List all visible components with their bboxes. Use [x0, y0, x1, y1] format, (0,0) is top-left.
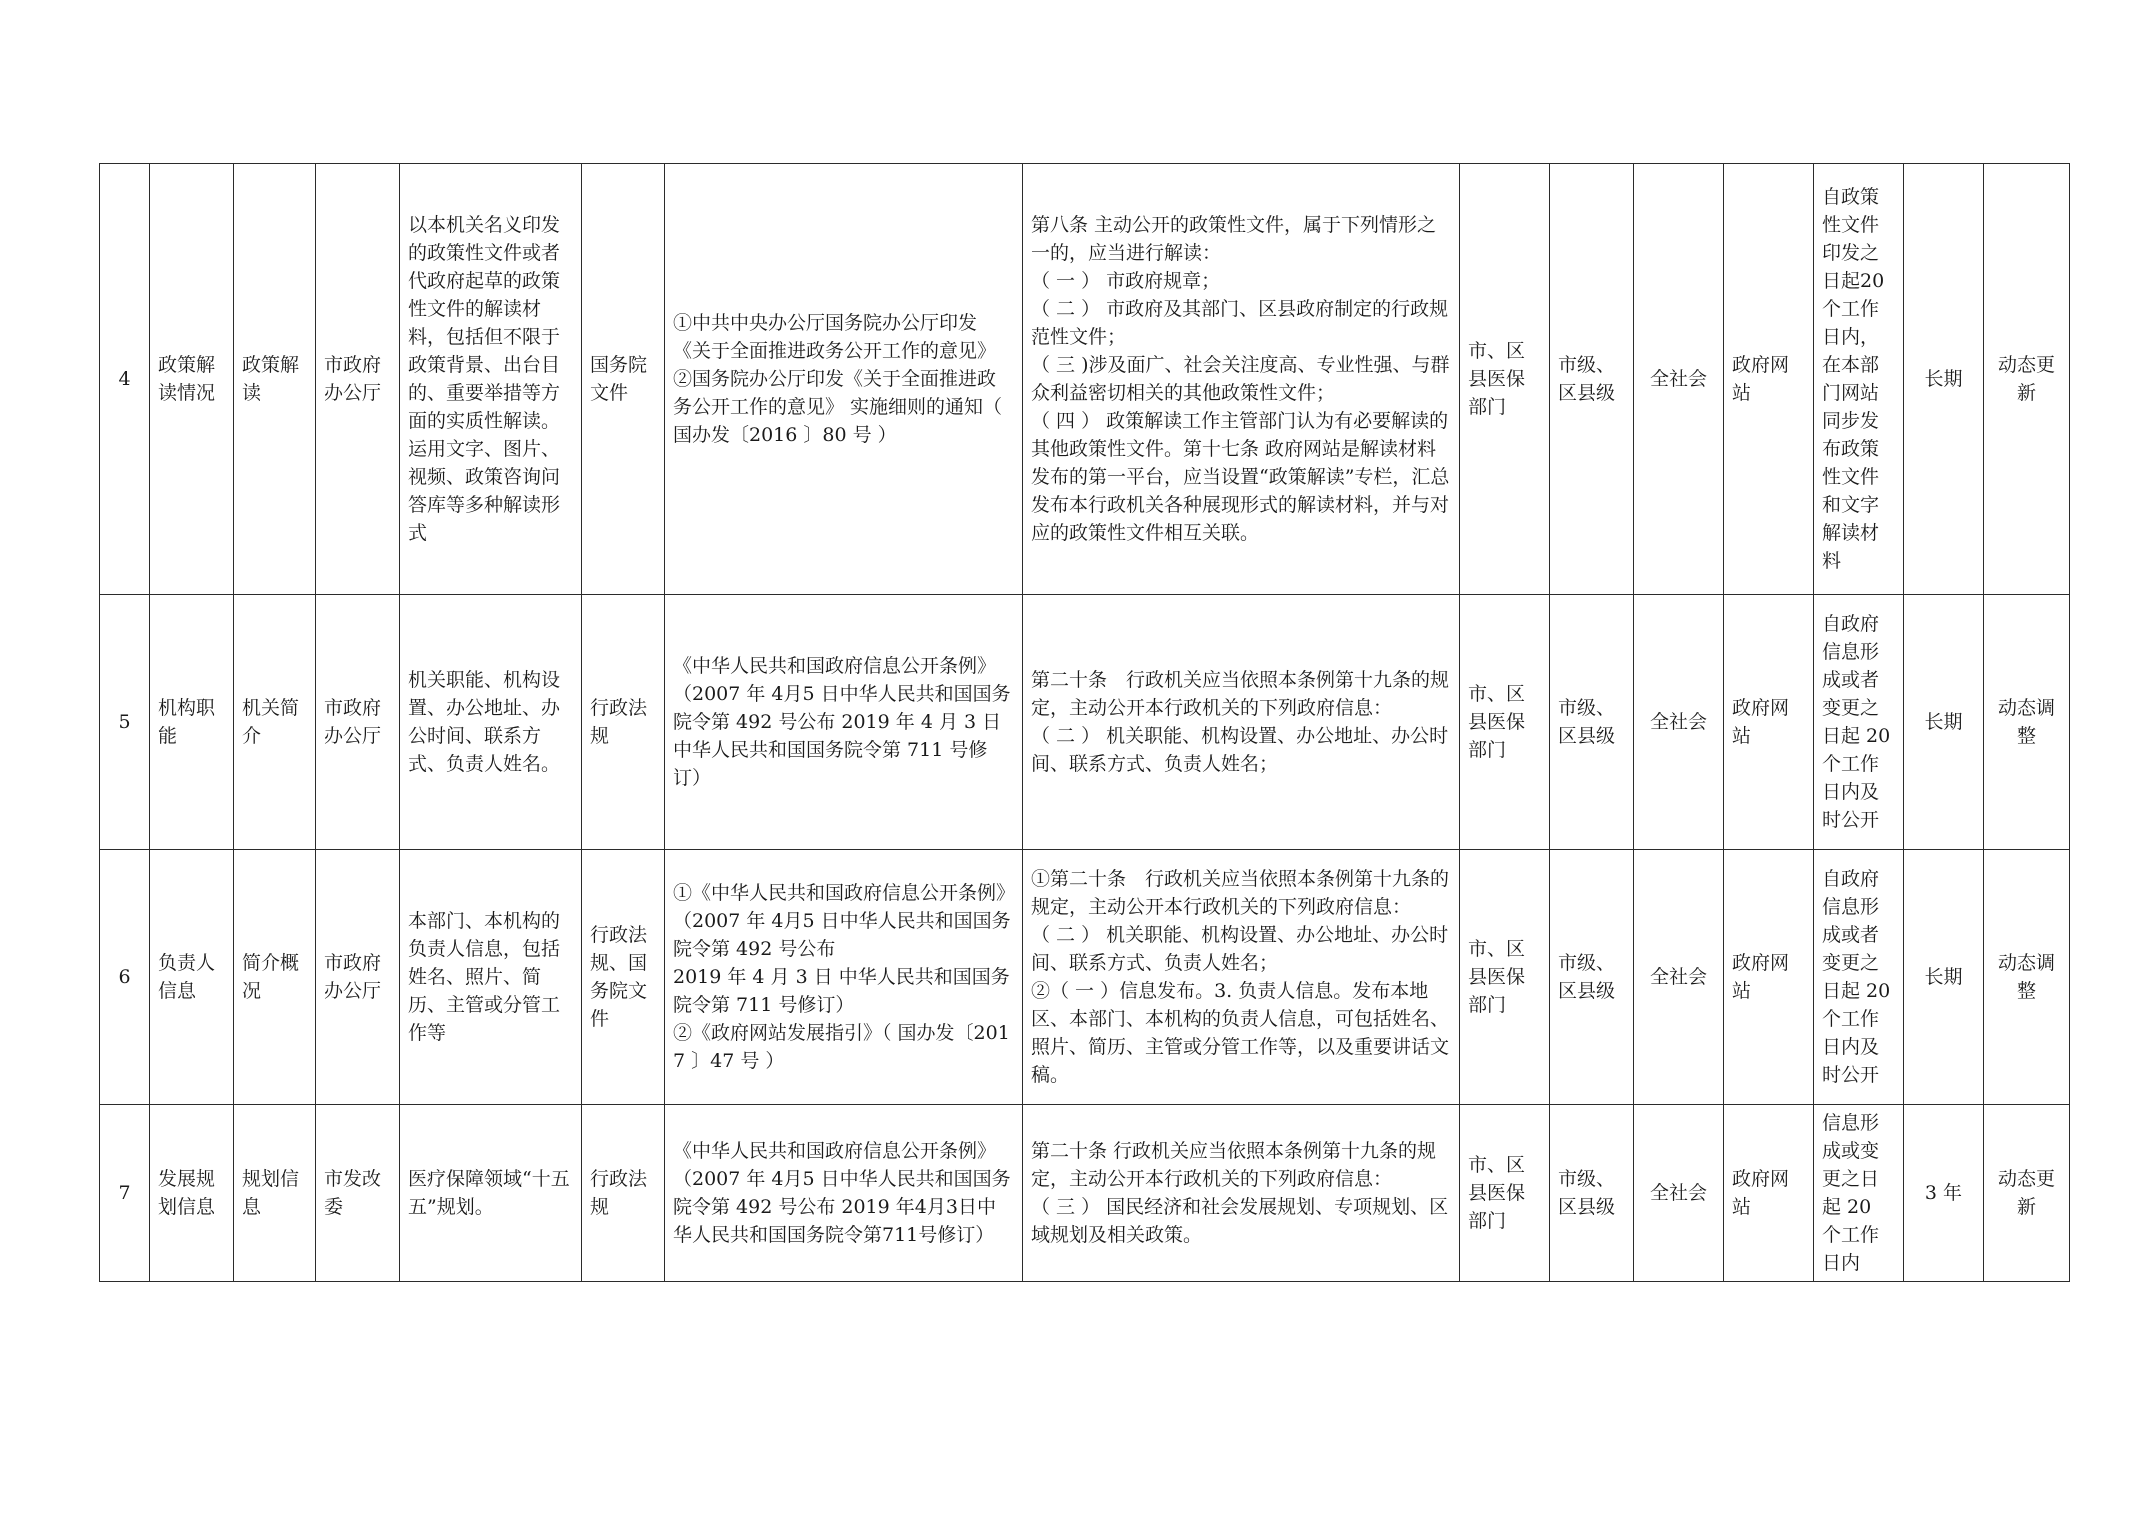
cell-content: 医疗保障领域“十五五”规划。 — [400, 1105, 582, 1282]
cell-audience: 全社会 — [1634, 595, 1724, 850]
cell-basis: ①中共中央办公厅国务院办公厅印发《关于全面推进政务公开工作的意见》 ②国务院办公厅印发《关于全面推进政务公开工作的意见》 实施细则的通知（ 国办发〔2016 〕80 号 ） — [665, 164, 1023, 595]
cell-seq: 5 — [100, 595, 150, 850]
cell-department: 市发改委 — [316, 1105, 400, 1282]
cell-basis-type: 行政法规 — [582, 1105, 665, 1282]
cell-category2: 政策解读 — [234, 164, 316, 595]
cell-channel: 政府网站 — [1724, 1105, 1814, 1282]
cell-basis: 《中华人民共和国政府信息公开条例》（2007 年 4月5 日中华人民共和国国务院令第 492 号公布 2019 年 4 月 3 日中华人民共和国国务院令第 711 号修订） — [665, 595, 1023, 850]
cell-time-limit: 自政府信息形成或者变更之日起 20 个工作日内及时公开 — [1814, 595, 1904, 850]
cell-category1: 发展规划信息 — [150, 1105, 234, 1282]
cell-period: 3 年 — [1904, 1105, 1984, 1282]
cell-department: 市政府办公厅 — [316, 850, 400, 1105]
table-row — [100, 595, 2070, 850]
cell-subject: 市、区县医保部门 — [1460, 595, 1550, 850]
cell-category1: 政策解读情况 — [150, 164, 234, 595]
cell-level: 市级、区县级 — [1550, 595, 1634, 850]
cell-content: 以本机关名义印发的政策性文件或者代政府起草的政策性文件的解读材料，包括但不限于政策背景、出台目的、重要举措等方面的实质性解读。运用文字、图片、视频、政策咨询问答库等多种解读形式 — [400, 164, 582, 595]
cell-basis: ①《中华人民共和国政府信息公开条例》（2007 年 4月5 日中华人民共和国国务院令第 492 号公布 2019 年 4 月 3 日 中华人民共和国国务院令第 711 号修订） ②《政府网站发展指引》（ 国办发〔2017 〕47 号 ） — [665, 850, 1023, 1105]
cell-channel: 政府网站 — [1724, 850, 1814, 1105]
cell-category2: 规划信息 — [234, 1105, 316, 1282]
cell-level: 市级、区县级 — [1550, 1105, 1634, 1282]
cell-time-limit: 自政府信息形成或者变更之日起 20 个工作日内及时公开 — [1814, 850, 1904, 1105]
cell-update: 动态调整 — [1984, 595, 2070, 850]
cell-audience: 全社会 — [1634, 164, 1724, 595]
cell-basis-type: 行政法规、国务院文件 — [582, 850, 665, 1105]
cell-level: 市级、区县级 — [1550, 850, 1634, 1105]
cell-seq: 4 — [100, 164, 150, 595]
cell-category2: 机关简介 — [234, 595, 316, 850]
table-row — [100, 164, 2070, 595]
cell-basis-type: 国务院文件 — [582, 164, 665, 595]
cell-article: ①第二十条 行政机关应当依照本条例第十九条的规定，主动公开本行政机关的下列政府信息： （ 二 ） 机关职能、机构设置、办公地址、办公时间、联系方式、负责人姓名； ②（ 一 ）信息发布。3. 负责人信息。发布本地区、本部门、本机构的负责人信息，可包括姓名、照片、简历、主管或分管工作等，以及重要讲话文稿。 — [1023, 850, 1460, 1105]
cell-update: 动态调整 — [1984, 850, 2070, 1105]
cell-article: 第八条 主动公开的政策性文件，属于下列情形之一的，应当进行解读： （ 一 ） 市政府规章； （ 二 ） 市政府及其部门、区县政府制定的行政规范性文件； （ 三 )涉及面广、社会关注度高、专业性强、与群众利益密切相关的其他政策性文件； （ 四 ） 政策解读工作主管部门认为有必要解读的其他政策性文件。第十七条 政府网站是解读材料发布的第一平台，应当设置“政策解读”专栏，汇总发布本行政机关各种展现形式的解读材料，并与对应的政策性文件相互关联。 — [1023, 164, 1460, 595]
cell-subject: 市、区县医保部门 — [1460, 850, 1550, 1105]
cell-category1: 机构职能 — [150, 595, 234, 850]
disclosure-table — [99, 163, 2070, 1282]
cell-article: 第二十条 行政机关应当依照本条例第十九条的规定，主动公开本行政机关的下列政府信息： （ 三 ） 国民经济和社会发展规划、专项规划、区域规划及相关政策。 — [1023, 1105, 1460, 1282]
cell-period: 长期 — [1904, 164, 1984, 595]
cell-time-limit: 自政策性文件印发之日起20个工作日内，在本部门网站同步发布政策性文件和文字解读材料 — [1814, 164, 1904, 595]
cell-level: 市级、区县级 — [1550, 164, 1634, 595]
cell-article: 第二十条 行政机关应当依照本条例第十九条的规定，主动公开本行政机关的下列政府信息： （ 二 ） 机关职能、机构设置、办公地址、办公时间、联系方式、负责人姓名； — [1023, 595, 1460, 850]
cell-audience: 全社会 — [1634, 1105, 1724, 1282]
cell-department: 市政府办公厅 — [316, 595, 400, 850]
cell-time-limit: 信息形成或变更之日起 20 个工作日内 — [1814, 1105, 1904, 1282]
cell-basis: 《中华人民共和国政府信息公开条例》（2007 年 4月5 日中华人民共和国国务院令第 492 号公布 2019 年4月3日中华人民共和国国务院令第711号修订） — [665, 1105, 1023, 1282]
table-row — [100, 850, 2070, 1105]
cell-channel: 政府网站 — [1724, 595, 1814, 850]
cell-seq: 6 — [100, 850, 150, 1105]
cell-category2: 简介概况 — [234, 850, 316, 1105]
cell-category1: 负责人信息 — [150, 850, 234, 1105]
table-row — [100, 1105, 2070, 1282]
cell-period: 长期 — [1904, 595, 1984, 850]
cell-basis-type: 行政法规 — [582, 595, 665, 850]
cell-content: 本部门、本机构的负责人信息，包括姓名、照片、简历、主管或分管工作等 — [400, 850, 582, 1105]
cell-update: 动态更新 — [1984, 1105, 2070, 1282]
cell-channel: 政府网站 — [1724, 164, 1814, 595]
cell-audience: 全社会 — [1634, 850, 1724, 1105]
cell-seq: 7 — [100, 1105, 150, 1282]
cell-update: 动态更新 — [1984, 164, 2070, 595]
cell-subject: 市、区县医保部门 — [1460, 1105, 1550, 1282]
cell-subject: 市、区县医保部门 — [1460, 164, 1550, 595]
cell-department: 市政府办公厅 — [316, 164, 400, 595]
cell-content: 机关职能、机构设置、办公地址、办公时间、联系方式、负责人姓名。 — [400, 595, 582, 850]
cell-period: 长期 — [1904, 850, 1984, 1105]
